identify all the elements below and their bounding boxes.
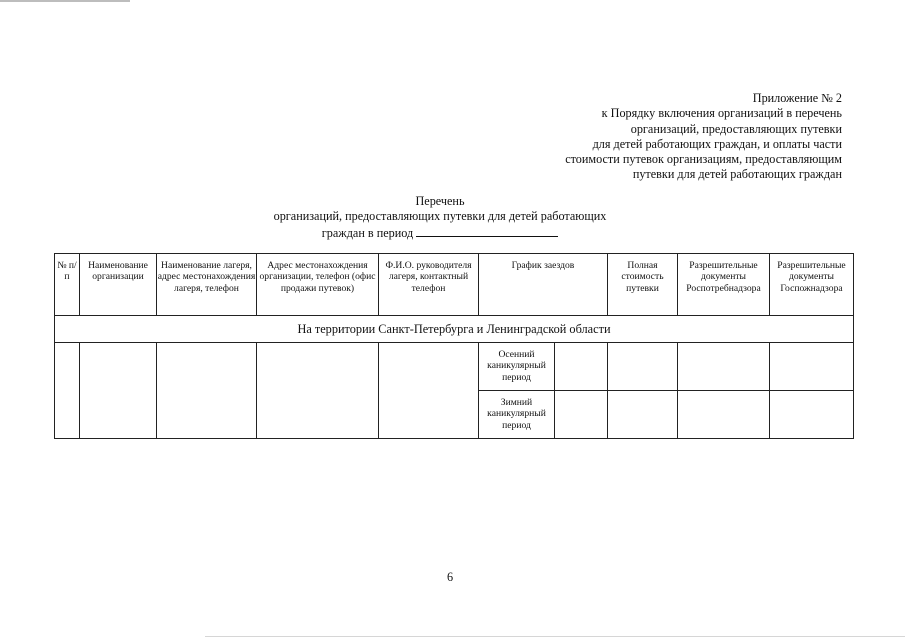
header-schedule: График заездов	[479, 254, 608, 316]
appendix-line: путевки для детей работающих граждан	[632, 167, 842, 182]
cell-number	[55, 343, 80, 439]
header-director: Ф.И.О. руководителя лагеря, контактный телефон	[379, 254, 479, 316]
appendix-line: к Порядку включения организаций в перечень	[601, 106, 842, 121]
cell-schedule-winter	[555, 391, 608, 439]
cell-camp-name	[157, 343, 257, 439]
appendix-block	[422, 91, 842, 183]
period-blank-field	[416, 225, 558, 237]
appendix-line: Приложение № 2	[752, 91, 842, 105]
cell-period-winter: Зимний каникулярный период	[479, 391, 555, 439]
heading-title: Перечень	[415, 194, 465, 208]
header-gospozhnadzor: Разрешительные документы Госпожнадзора	[770, 254, 854, 316]
heading-period-label: граждан в период	[321, 225, 414, 240]
region-row	[55, 316, 854, 343]
header-organization-address: Адрес местонахождения организации, телефон (офис продажи путевок)	[257, 254, 379, 316]
cell-director	[379, 343, 479, 439]
header-rospotrebnadzor: Разрешительные документы Роспотребнадзора	[678, 254, 770, 316]
table-header-row	[55, 254, 854, 316]
page-number: 6	[446, 570, 454, 584]
document-heading	[200, 194, 680, 241]
cell-organization-address	[257, 343, 379, 439]
appendix-line: стоимости путевок организациям, предоставляющим	[565, 152, 842, 167]
cell-cost-autumn	[608, 343, 678, 391]
appendix-line: для детей работающих граждан, и оплаты части	[592, 136, 842, 151]
cell-gospozhnadzor-winter	[770, 391, 854, 439]
scan-artifact-top	[0, 0, 130, 2]
heading-subtitle: организаций, предоставляющих путевки для детей работающих	[273, 209, 607, 224]
header-camp-name: Наименование лагеря, адрес местонахождения лагеря, телефон	[157, 254, 257, 316]
header-number: № п/п	[55, 254, 80, 316]
cell-rospotrebnadzor-autumn	[678, 343, 770, 391]
scan-artifact-bottom	[205, 636, 905, 637]
cell-gospozhnadzor-autumn	[770, 343, 854, 391]
appendix-line: организаций, предоставляющих путевки	[630, 121, 842, 136]
region-label: На территории Санкт-Петербурга и Ленинградской области	[55, 316, 854, 343]
organizations-table	[54, 253, 854, 439]
heading-period-row	[200, 225, 680, 241]
table-row	[55, 343, 854, 391]
cell-rospotrebnadzor-winter	[678, 391, 770, 439]
cell-schedule-autumn	[555, 343, 608, 391]
cell-period-autumn: Осенний каникулярный период	[479, 343, 555, 391]
header-organization-name: Наименование организации	[80, 254, 157, 316]
header-full-cost: Полная стоимость путевки	[608, 254, 678, 316]
cell-cost-winter	[608, 391, 678, 439]
cell-organization-name	[80, 343, 157, 439]
